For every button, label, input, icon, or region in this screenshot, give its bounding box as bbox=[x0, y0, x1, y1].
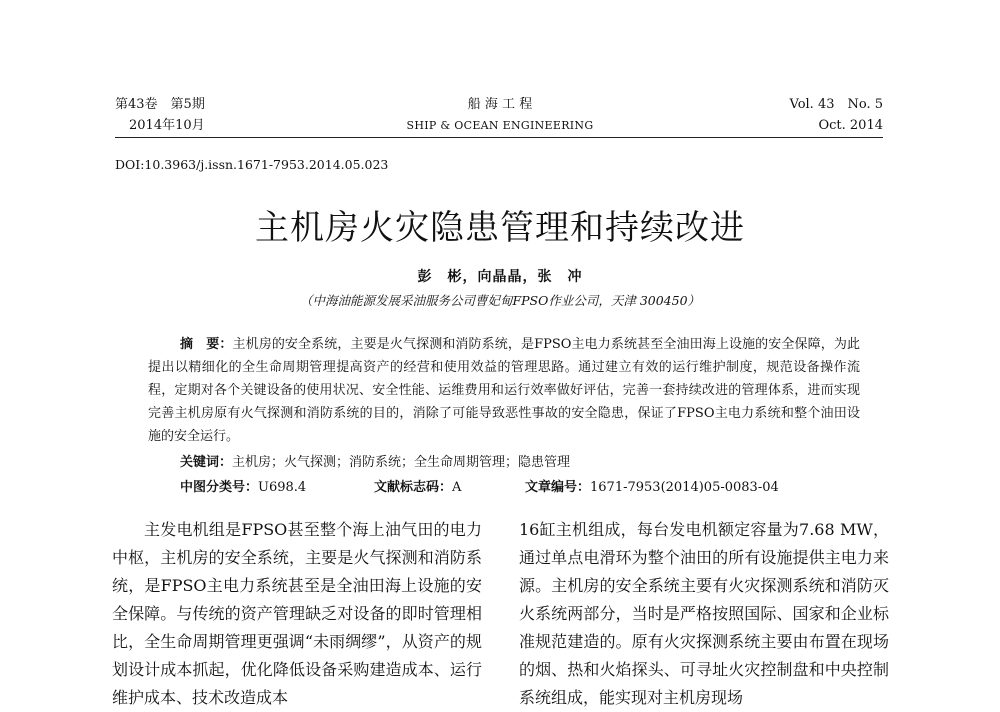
document-code bbox=[374, 476, 461, 495]
clc-value: U698.4 bbox=[258, 480, 307, 495]
date-cn: 2014年10月 bbox=[129, 118, 205, 133]
date-en: Oct. 2014 bbox=[818, 118, 883, 133]
body-left-column: 主发电机组是FPSO甚至整个海上油气田的电力中枢，主机房的安全系统，主要是火气探测和消防系统，是FPSO主电力系统甚至是全油田海上设施的安全保障。与传统的资产管理缺乏对设备的即时管理相比，全生命周期管理更强调“未雨绸缪”，从资产的规划设计成本抓起，优化降低设备采购建造成本、运行维护成本、技术改造成本 bbox=[112, 520, 482, 707]
keywords bbox=[180, 451, 570, 470]
doc-code-value: A bbox=[452, 480, 462, 495]
body-right-column: 16缸主机组成，每台发电机额定容量为7.68 MW，通过单点电滑环为整个油田的所有设施提供主电力来源。主机房的安全系统主要有火灾探测系统和消防灭火系统两部分，当时是严格按照国际、国家和企业标准规范建造的。原有火灾探测系统主要由布置在现场的烟、热和火焰探头、可寻址火灾控制盘和中央控制系统组成，能实现对主机房现场 bbox=[519, 520, 889, 707]
article-number bbox=[525, 476, 779, 495]
volume-issue-cn: 第43卷 第5期 bbox=[115, 97, 205, 112]
affiliation: （中海油能源发展采油服务公司曹妃甸FPSO作业公司，天津 300450） bbox=[299, 293, 701, 308]
header-right bbox=[790, 94, 884, 136]
doi: DOI:10.3963/j.issn.1671-7953.2014.05.023 bbox=[115, 157, 389, 172]
doc-code-label: 文献标志码： bbox=[374, 480, 453, 495]
article-title: 主机房火灾隐患管理和持续改进 bbox=[255, 208, 745, 248]
clc-number bbox=[180, 476, 306, 495]
journal-title-en: SHIP & OCEAN ENGINEERING bbox=[406, 119, 594, 132]
article-no-value: 1671-7953(2014)05-0083-04 bbox=[590, 480, 779, 495]
article-no-label: 文章编号： bbox=[525, 480, 591, 495]
journal-title-cn: 船 海 工 程 bbox=[467, 97, 533, 112]
abstract-label: 摘 要： bbox=[180, 337, 233, 352]
header-rule bbox=[115, 137, 883, 138]
keywords-label: 关键词： bbox=[180, 455, 233, 470]
volume-issue-en: Vol. 43 No. 5 bbox=[789, 97, 883, 112]
abstract bbox=[148, 333, 860, 448]
keywords-text: 主机房；火气探测；消防系统；全生命周期管理；隐患管理 bbox=[232, 455, 571, 470]
authors: 彭 彬，向晶晶，张 冲 bbox=[417, 269, 583, 285]
clc-label: 中图分类号： bbox=[180, 480, 259, 495]
abstract-text: 主机房的安全系统，主要是火气探测和消防系统，是FPSO主电力系统甚至全油田海上设施的安全保障，为此提出以精细化的全生命周期管理提高资产的经营和使用效益的管理思路。通过建立有效的运行维护制度，规范设备操作流程，定期对各个关键设备的使用状况、安全性能、运维费用和运行效率做好评估，完善一套持续改进的管理体系，进而实现完善主机房原有火气探测和消防系统的目的，消除了可能导致恶性事故的安全隐患，保证了FPSO主电力系统和整个油田设施的安全运行。 bbox=[148, 337, 860, 444]
